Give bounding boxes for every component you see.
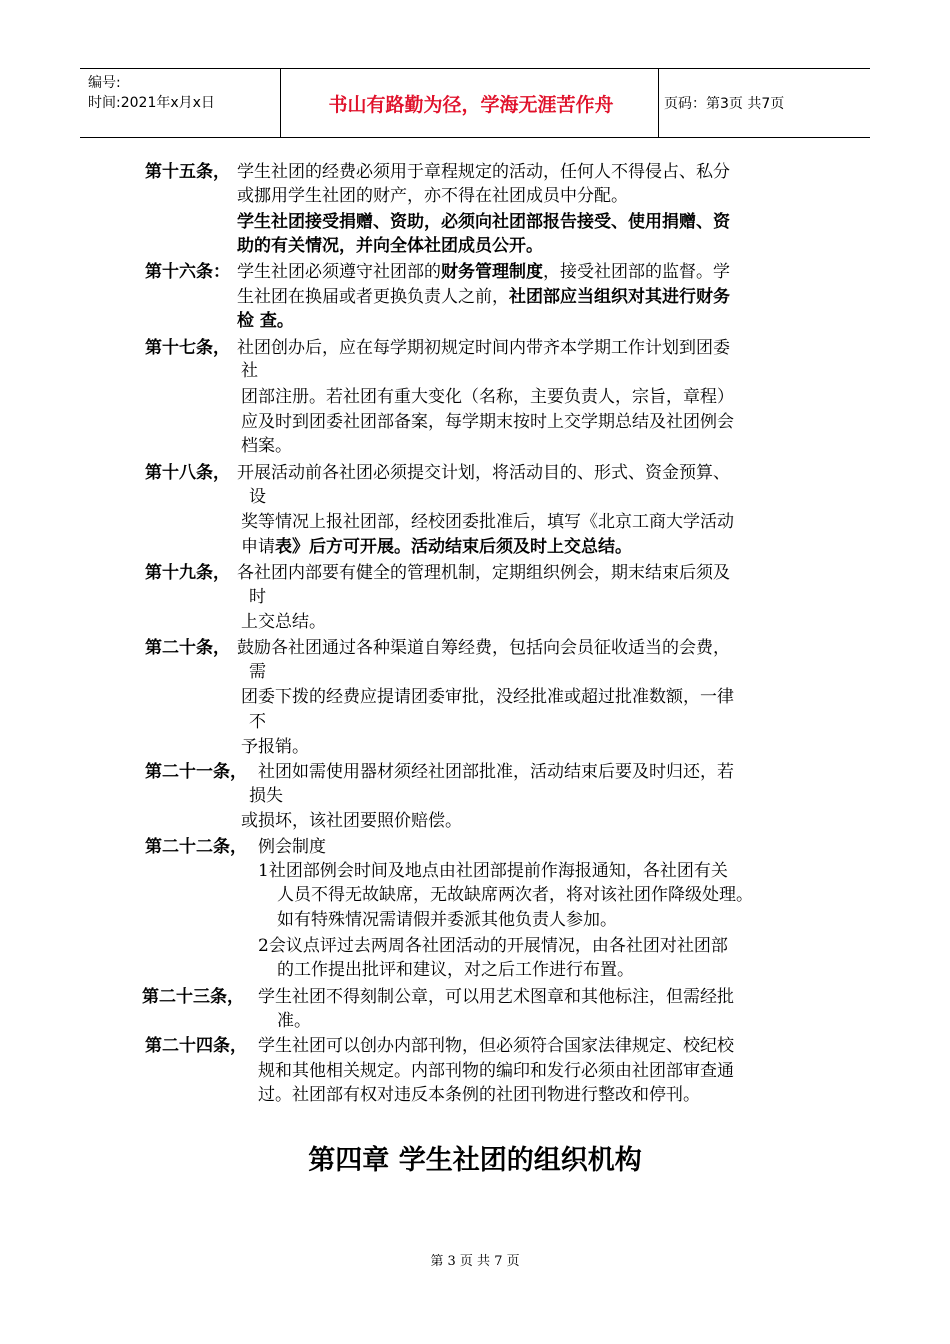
article-line: 2会议点评过去两周各社团活动的开展情况，由各社团对社团部 (258, 936, 728, 956)
motto: 书山有路勤为径，学海无涯苦作舟 (328, 93, 614, 116)
article-line: 社 (241, 361, 258, 381)
article-line: 奖等情况上报社团部，经校团委批准后，填写《北京工商大学活动 (241, 512, 734, 532)
article-line: 各社团内部要有健全的管理机制，定期组织例会，期末结束后须及 (237, 563, 730, 583)
article-line: 社团如需使用器材须经社团部批准，活动结束后要及时归还，若 (258, 762, 734, 782)
article-title: 第十九条， (145, 563, 230, 583)
article-line: 或挪用学生社团的财产，亦不得在社团成员中分配。 (237, 186, 628, 206)
article-title: 第二十条， (145, 638, 230, 658)
article-line: 或损坏，该社团要照价赔偿。 (241, 811, 462, 831)
article-title: 第十八条， (145, 463, 230, 483)
page-header (80, 68, 870, 138)
article-line: 应及时到团委社团部备案，每学期末按时上交学期总结及社团例会 (241, 412, 734, 432)
article-line: 上交总结。 (241, 612, 326, 632)
article-line: 团委下拨的经费应提请团委审批，没经批准或超过批准数额，一律 (241, 687, 734, 707)
article-line: 损失 (249, 786, 283, 806)
article-line: 规和其他相关规定。内部刊物的编印和发行必须由社团部审查通 (258, 1061, 734, 1081)
article-line: 检 查。 (237, 311, 294, 331)
article-title: 第二十三条， (142, 987, 244, 1007)
article-line: 过。社团部有权对违反本条例的社团刊物进行整改和停刊。 (258, 1085, 700, 1105)
article-title: 第十六条： (145, 262, 230, 282)
article-line: 社团创办后，应在每学期初规定时间内带齐本学期工作计划到团委 (237, 338, 730, 358)
article-line: 准。 (277, 1011, 311, 1031)
header-divider (280, 69, 281, 137)
article-line: 团部注册。若社团有重大变化（名称，主要负责人，宗旨，章程） (241, 387, 734, 407)
article-line: 1社团部例会时间及地点由社团部提前作海报通知，各社团有关 (258, 861, 728, 881)
article-title: 第二十二条， (145, 837, 247, 857)
article-line: 学生社团可以创办内部刊物，但必须符合国家法律规定、校纪校 (258, 1036, 734, 1056)
header-meta (88, 73, 215, 113)
page-footer: 第 3 页 共 7 页 (430, 1254, 520, 1269)
article-line: 档案。 (241, 436, 292, 456)
article-line: 设 (249, 487, 266, 507)
article-line: 不 (249, 712, 266, 732)
article-line: 学生社团必须遵守社团部的财务管理制度，接受社团部的监督。学 (237, 262, 730, 282)
article-line: 例会制度 (258, 837, 326, 857)
article-title: 第十七条， (145, 338, 230, 358)
article-line: 助的有关情况，并向全体社团成员公开。 (237, 236, 543, 256)
article-line: 鼓励各社团通过各种渠道自筹经费，包括向会员征收适当的会费， (237, 638, 730, 658)
article-line: 的工作提出批评和建议，对之后工作进行布置。 (277, 960, 634, 980)
article-title: 第十五条， (145, 162, 230, 182)
article-line: 人员不得无故缺席，无故缺席两次者，将对该社团作降级处理。 (277, 885, 753, 905)
article-line: 申请表》后方可开展。活动结束后须及时上交总结。 (241, 537, 632, 557)
article-line: 学生社团的经费必须用于章程规定的活动，任何人不得侵占、私分 (237, 162, 730, 182)
article-title: 第二十四条， (145, 1036, 247, 1056)
date-label: 时间:2021年x月x日 (88, 95, 215, 111)
article-line: 时 (249, 587, 266, 607)
number-label: 编号: (88, 75, 121, 91)
article-line: 需 (249, 662, 266, 682)
article-line: 生社团在换届或者更换负责人之前，社团部应当组织对其进行财务 (237, 287, 730, 307)
article-line: 如有特殊情况需请假并委派其他负责人参加。 (277, 910, 617, 930)
article-title: 第二十一条， (145, 762, 247, 782)
chapter-title: 第四章 学生社团的组织机构 (308, 1145, 642, 1176)
article-line: 学生社团不得刻制公章，可以用艺术图章和其他标注，但需经批 (258, 987, 734, 1007)
article-line: 予报销。 (241, 737, 309, 757)
article-line: 开展活动前各社团必须提交计划，将活动目的、形式、资金预算、 (237, 463, 730, 483)
page-label: 页码：第3页 共7页 (664, 96, 785, 112)
article-line: 学生社团接受捐赠、资助，必须向社团部报告接受、使用捐赠、资 (237, 212, 730, 232)
